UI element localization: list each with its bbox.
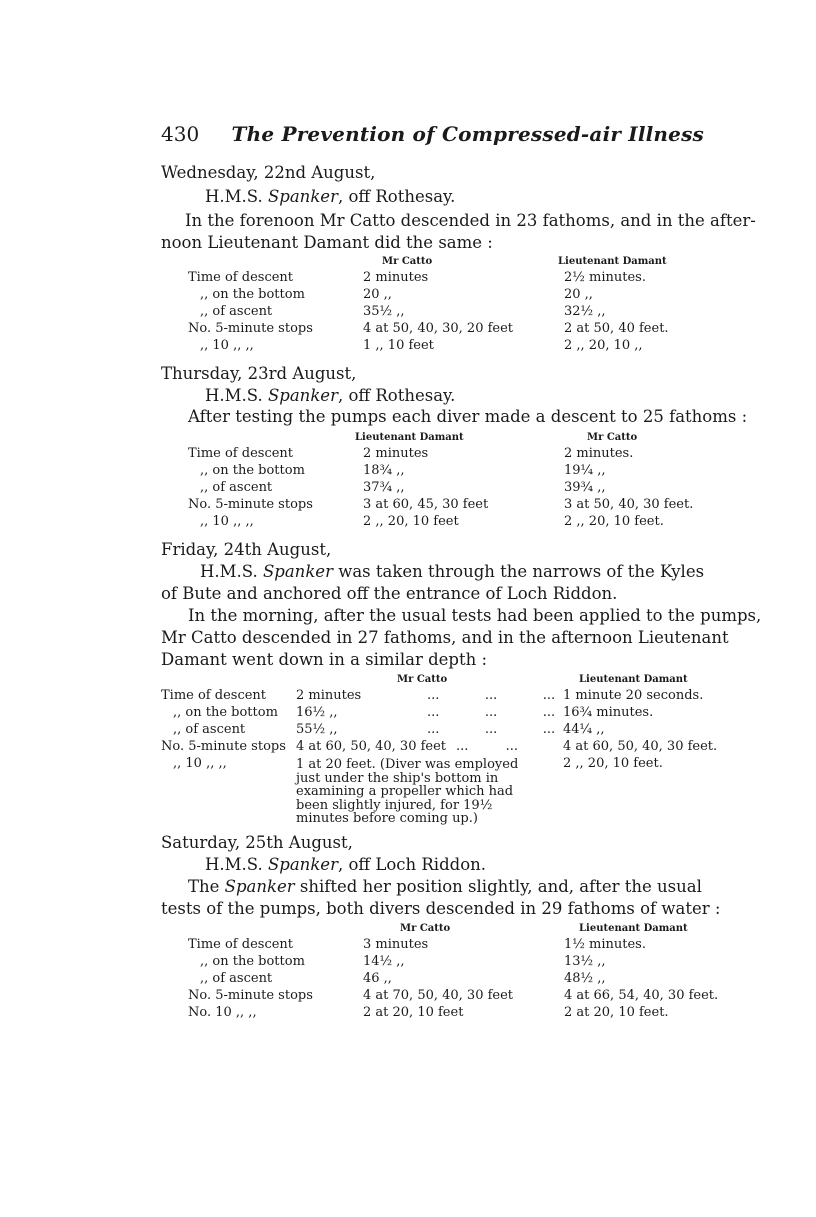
- ship-line: H.M.S. Spanker, off Loch Riddon.: [205, 855, 486, 874]
- column-header: Mr Catto: [587, 432, 638, 443]
- ship-line: H.M.S. Spanker was taken through the narrows of the Kyles: [200, 562, 705, 581]
- dive-table: Mr Catto Lieutenant Damant Time of descent 2 minutes 2½ minutes. ,, on the bottom 20 ,, 20 ,, ,, of ascent 35½ ,, 32½ ,, No. 5-minute stops 4 at 50, 40, 30, 20 feet 2 at 50, 40 feet. ,, 10 ,, ,, 1 ,, 10 feet 2 ,, 20, 10 ,,: [188, 256, 669, 353]
- column-header: Lieutenant Damant: [579, 923, 688, 934]
- dive-table: Mr Catto Lieutenant Damant Time of descent 2 minutes ... ... ... 1 minute 20 seconds. ,, on the bottom 16½ ,, ... ... ... 16¾ minutes. ,, of ascent 55½ ,, ... ... ... 44¼ ,, No. 5-minute stops 4 at 60, 50, 40, 30 feet ... ... 4 at 60, 50, 40, 30 feet. ,, 10 ,, ,, 2 ,, 20, 10 feet. 1 at 20 feet. (Diver was employed just under the ship's bottom in examining a propeller which had been slightly injured, for 19½ minutes before coming up.): [161, 674, 718, 826]
- dive-table: Lieutenant Damant Mr Catto Time of descent 2 minutes 2 minutes. ,, on the bottom 18¾ ,, 19¼ ,, ,, of ascent 37¾ ,, 39¾ ,, No. 5-minute stops 3 at 60, 45, 30 feet 3 at 50, 40, 30 feet. ,, 10 ,, ,, 2 ,, 20, 10 feet 2 ,, 20, 10 feet.: [188, 432, 694, 529]
- column-header: Mr Catto: [382, 256, 433, 267]
- ship-line: H.M.S. Spanker, off Rothesay.: [205, 386, 456, 405]
- column-header: Lieutenant Damant: [558, 256, 667, 267]
- page-number: 430: [161, 122, 200, 146]
- paragraph-line: In the forenoon Mr Catto descended in 23 fathoms, and in the after-: [185, 211, 756, 230]
- running-title: The Prevention of Compressed-air Illness: [231, 122, 705, 146]
- column-header: Lieutenant Damant: [355, 432, 464, 443]
- dive-table: Mr Catto Lieutenant Damant Time of descent 3 minutes 1½ minutes. ,, on the bottom 14½ ,, 13½ ,, ,, of ascent 46 ,, 48½ ,, No. 5-minute stops 4 at 70, 50, 40, 30 feet 4 at 66, 54, 40, 30 feet. No. 10 ,, ,, 2 at 20, 10 feet 2 at 20, 10 feet.: [188, 923, 719, 1020]
- page-header: [161, 122, 704, 146]
- section-day: Thursday, 23rd August,: [161, 364, 357, 383]
- paragraph-line: The Spanker shifted her position slightly, and, after the usual: [188, 877, 702, 896]
- paragraph-line: Damant went down in a similar depth :: [161, 650, 488, 669]
- paragraph-line: Mr Catto descended in 27 fathoms, and in the afternoon Lieutenant: [161, 628, 729, 647]
- ship-line: H.M.S. Spanker, off Rothesay.: [205, 187, 456, 206]
- section-day: Saturday, 25th August,: [161, 833, 353, 852]
- paragraph-line: After testing the pumps each diver made a descent to 25 fathoms :: [188, 407, 748, 426]
- paragraph-line: tests of the pumps, both divers descended in 29 fathoms of water :: [161, 899, 721, 918]
- column-header: Lieutenant Damant: [579, 674, 688, 685]
- column-header: Mr Catto: [400, 923, 451, 934]
- dive-note: 1 at 20 feet. (Diver was employed just under the ship's bottom in examining a propeller which had been slightly injured, for 19½ minutes before coming up.): [296, 757, 519, 826]
- section-day: Friday, 24th August,: [161, 540, 332, 559]
- section-day: Wednesday, 22nd August,: [161, 163, 376, 182]
- column-header: Mr Catto: [397, 674, 448, 685]
- paragraph-line: In the morning, after the usual tests had been applied to the pumps,: [188, 606, 762, 625]
- paragraph-line: of Bute and anchored off the entrance of Loch Riddon.: [161, 584, 618, 603]
- paragraph-line: noon Lieutenant Damant did the same :: [161, 233, 493, 252]
